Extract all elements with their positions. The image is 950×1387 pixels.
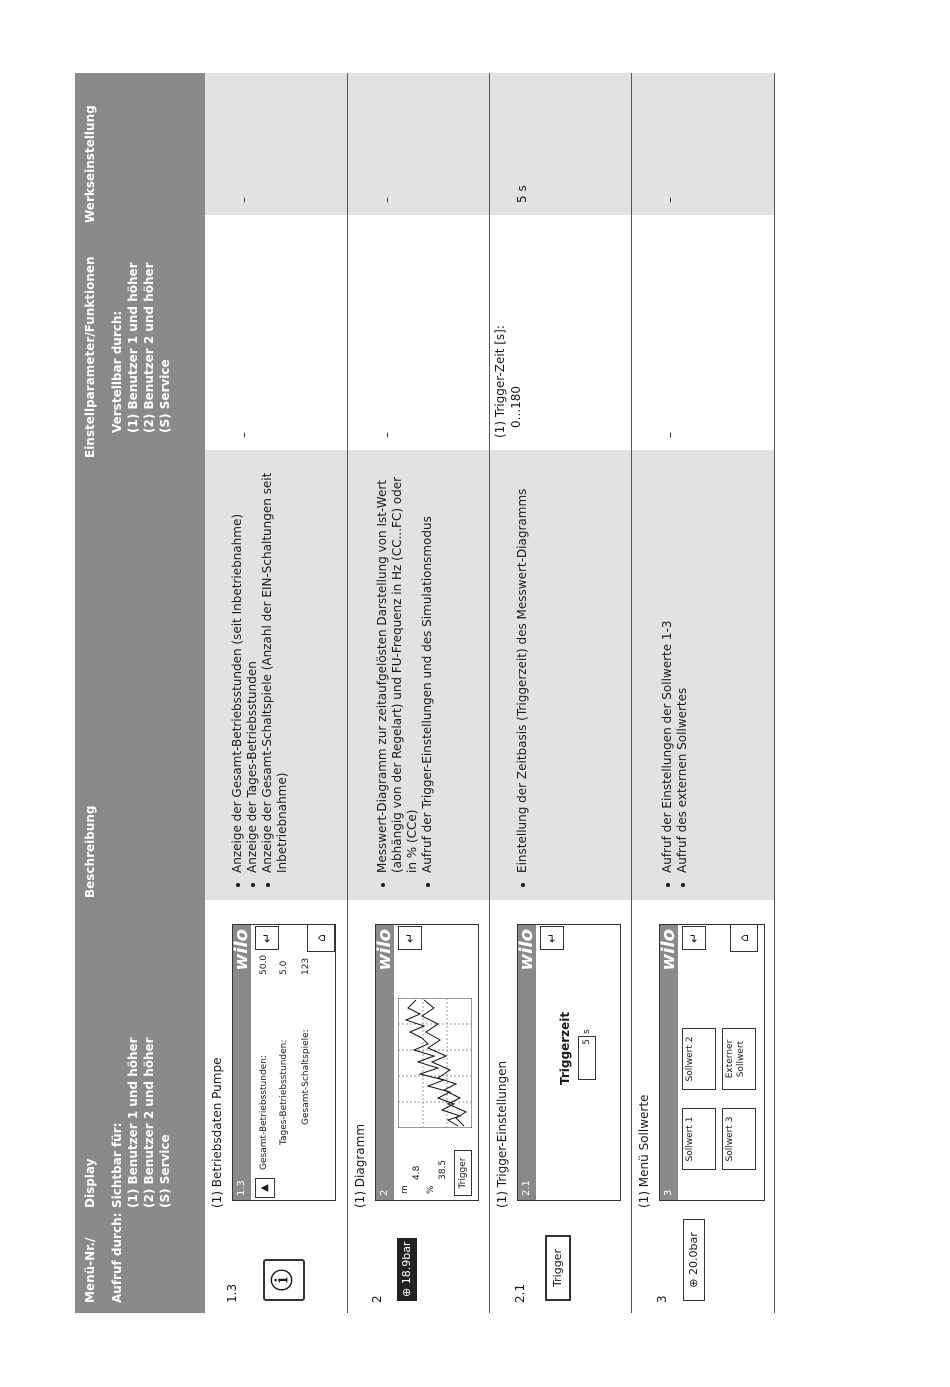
factory-column-bg — [205, 73, 775, 215]
screen-heading: Triggerzeit — [558, 1011, 572, 1085]
screen-label: Gesamt-Schaltspiele: — [301, 1029, 311, 1125]
params-value: – — [237, 432, 251, 438]
params-line: 0...180 — [509, 386, 523, 428]
description — [515, 463, 530, 883]
screen-value: 5.0 — [279, 960, 289, 975]
home-icon[interactable]: ⌂ — [307, 924, 335, 952]
header-description: Beschreibung — [83, 805, 97, 898]
description-item: • Anzeige der Tages-Betriebsstunden — [245, 463, 260, 873]
wilo-logo: wilo — [374, 929, 395, 971]
enter-icon[interactable]: ↵ — [682, 926, 706, 950]
description — [230, 463, 290, 883]
external-setpoint-button[interactable]: Externer Sollwert — [722, 1028, 756, 1090]
menu-number: 3 — [655, 1295, 669, 1303]
wilo-logo: wilo — [231, 929, 252, 971]
trigger-time-unit: s — [582, 1029, 592, 1034]
display-title: (1) Menü Sollwerte — [637, 1094, 651, 1208]
up-icon[interactable]: ▲ — [255, 1178, 275, 1198]
pressure-value: 20.0bar — [687, 1232, 700, 1276]
screen-label: % — [426, 1185, 436, 1194]
enter-icon[interactable]: ↵ — [398, 926, 422, 950]
factory-value: – — [380, 197, 394, 203]
display-title: (1) Diagramm — [353, 1123, 367, 1208]
pressure-icon: ⊕ — [687, 1275, 700, 1288]
enter-icon[interactable]: ↵ — [255, 926, 279, 950]
description-item: • Anzeige der Gesamt-Schaltspiele (Anzahl der EIN-Schaltungen seit Inbetriebnahme) — [260, 463, 290, 873]
verstellbar-label: Verstellbar durch: — [110, 310, 124, 433]
verstellbar-line: (S) Service — [158, 359, 172, 433]
setpoint-1-button[interactable]: Sollwert 1 — [682, 1108, 716, 1170]
row-separator — [489, 73, 490, 1313]
display-screen — [375, 924, 479, 1201]
aufruf-label: Aufruf durch: — [110, 1212, 124, 1303]
menu-number: 2.1 — [513, 1283, 527, 1303]
description-item: • Aufruf des externen Sollwertes — [675, 463, 690, 873]
description-item: • Aufruf der Trigger-Einstellungen und des Simulationsmodus — [420, 463, 435, 873]
description-item: • Anzeige der Gesamt-Betriebsstunden (seit Inbetriebnahme) — [230, 463, 245, 873]
screen-id: 2 — [379, 1189, 390, 1196]
setpoint-3-button[interactable]: Sollwert 3 — [722, 1108, 756, 1170]
screen-header — [660, 925, 678, 1200]
screen-value: 4.8 — [412, 1165, 422, 1180]
rotated-table — [75, 73, 775, 1313]
params-value: – — [663, 432, 677, 438]
screen-header — [518, 925, 536, 1200]
home-icon[interactable]: ⌂ — [730, 924, 758, 952]
trigger-call-button[interactable]: Trigger — [545, 1235, 571, 1301]
wilo-logo: wilo — [516, 929, 537, 971]
row-separator — [631, 73, 632, 1313]
header-display: Display — [83, 1158, 97, 1208]
screen-value: 38.5 — [438, 1159, 448, 1180]
trigger-time-value: 5 — [582, 1039, 592, 1045]
screen-label: Tages-Betriebsstunden: — [279, 1039, 289, 1145]
menu-number: 1.3 — [225, 1283, 239, 1303]
screen-label: m — [400, 1185, 410, 1194]
screen-header — [376, 925, 394, 1200]
setpoint-2-button[interactable]: Sollwert 2 — [682, 1028, 716, 1090]
table-header — [75, 73, 105, 1313]
sichtbar-line: (1) Benutzer 1 und höher — [126, 1037, 140, 1208]
params-value: – — [380, 432, 394, 438]
display-title: (1) Betriebsdaten Pumpe — [210, 1057, 224, 1208]
header-menu: Menü-Nr./ — [83, 1237, 97, 1303]
screen-value: 123 — [301, 957, 311, 975]
screen-id: 2.1 — [521, 1180, 532, 1196]
sichtbar-line: (2) Benutzer 2 und höher — [142, 1037, 156, 1208]
display-screen — [232, 924, 336, 1201]
description-item: • Aufruf der Einstellungen der Sollwerte 1-3 — [660, 463, 675, 873]
pressure-value: 18.9bar — [400, 1241, 413, 1285]
row-separator — [347, 73, 348, 1313]
screen-label: Gesamt-Betriebsstunden: — [259, 1055, 269, 1170]
trigger-button[interactable]: Trigger — [454, 1150, 472, 1196]
description — [375, 463, 435, 883]
screen-header — [233, 925, 251, 1200]
enter-icon[interactable]: ↵ — [540, 926, 564, 950]
sichtbar-label: Sichtbar für: — [110, 1122, 124, 1208]
display-screen — [517, 924, 621, 1201]
screen-value: 50.0 — [259, 954, 269, 975]
factory-value: 5 s — [515, 185, 529, 203]
display-screen — [659, 924, 765, 1201]
params-line: (1) Trigger-Zeit [s]: — [493, 325, 507, 438]
measurement-chart — [398, 998, 472, 1128]
verstellbar-line: (1) Benutzer 1 und höher — [126, 262, 140, 433]
sichtbar-line: (S) Service — [158, 1134, 172, 1208]
table-subheader — [105, 73, 205, 1313]
pressure-icon: ⊕ — [400, 1284, 413, 1297]
header-factory: Werkseinstellung — [83, 105, 97, 223]
info-icon[interactable]: ⓘ — [263, 1259, 305, 1301]
factory-value: – — [237, 197, 251, 203]
description-item: • Messwert-Diagramm zur zeitaufgelösten Darstellung von Ist-Wert (abhängig von der Regelart) und FU-Frequenz in Hz (CC...FC) oder in % (CCe) — [375, 463, 420, 873]
menu-number: 2 — [370, 1295, 384, 1303]
trigger-time-field[interactable] — [578, 1036, 596, 1080]
description — [660, 463, 690, 883]
display-title: (1) Trigger-Einstellungen — [495, 1060, 509, 1208]
pressure-call-button[interactable] — [683, 1219, 705, 1301]
screen-id: 1.3 — [236, 1180, 247, 1196]
header-params: Einstellparameter/Funktionen — [83, 256, 97, 458]
factory-value: – — [663, 197, 677, 203]
screen-id: 3 — [663, 1189, 674, 1196]
wilo-logo: wilo — [658, 929, 679, 971]
row-separator — [774, 73, 775, 1313]
pressure-badge[interactable] — [397, 1238, 417, 1301]
description-item: • Einstellung der Zeitbasis (Triggerzeit) des Messwert-Diagramms — [515, 463, 530, 873]
verstellbar-line: (2) Benutzer 2 und höher — [142, 262, 156, 433]
